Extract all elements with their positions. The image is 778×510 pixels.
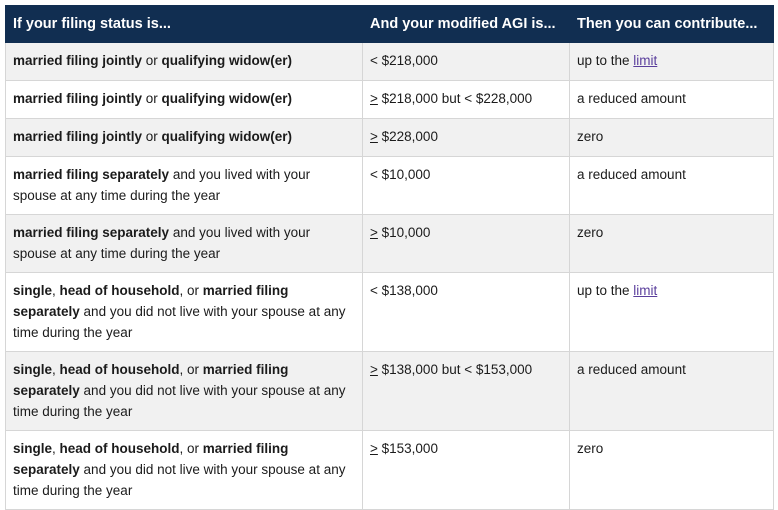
contribution-cell: [570, 157, 774, 215]
roth-ira-limits-table-wrapper: [5, 5, 773, 510]
cell-text: < $10,000: [370, 167, 431, 182]
modified-agi-cell: [363, 431, 570, 510]
table-row: [6, 157, 774, 215]
contribution-cell: [570, 431, 774, 510]
filing-status-term: head of household: [59, 441, 180, 456]
cell-text: a reduced amount: [577, 362, 686, 377]
filing-status-term: head of household: [59, 283, 180, 298]
greater-or-equal-symbol: >: [370, 441, 378, 456]
cell-text: up to the: [577, 283, 634, 298]
cell-text: up to the: [577, 53, 634, 68]
cell-text: , or: [179, 441, 203, 456]
cell-text: or: [142, 53, 162, 68]
modified-agi-cell: [363, 119, 570, 157]
filing-status-cell: [6, 215, 363, 273]
cell-text: a reduced amount: [577, 91, 686, 106]
cell-text: zero: [577, 225, 604, 240]
contribution-cell: [570, 273, 774, 352]
modified-agi-cell: [363, 157, 570, 215]
limit-link[interactable]: limit: [633, 283, 658, 298]
cell-text: and you lived with your spouse at any time during the year: [13, 225, 311, 261]
cell-text: $10,000: [377, 225, 431, 240]
filing-status-term: single: [13, 283, 53, 298]
table-row: [6, 215, 774, 273]
cell-text: and you did not live with your spouse at any time during the year: [13, 304, 346, 340]
table-row: [6, 119, 774, 157]
filing-status-cell: [6, 81, 363, 119]
limit-link[interactable]: limit: [633, 53, 658, 68]
filing-status-cell: [6, 273, 363, 352]
greater-or-equal-symbol: >: [370, 129, 378, 144]
cell-text: $153,000: [377, 441, 438, 456]
table-row: [6, 352, 774, 431]
filing-status-cell: [6, 157, 363, 215]
greater-or-equal-symbol: >: [370, 362, 378, 377]
header-modified-agi: And your modified AGI is...: [363, 6, 570, 43]
filing-status-cell: [6, 43, 363, 81]
modified-agi-cell: [363, 81, 570, 119]
cell-text: zero: [577, 441, 604, 456]
contribution-cell: [570, 352, 774, 431]
cell-text: ,: [52, 283, 60, 298]
filing-status-term: married filing separately: [13, 167, 170, 182]
modified-agi-cell: [363, 43, 570, 81]
table-row: [6, 431, 774, 510]
cell-text: < $218,000: [370, 53, 438, 68]
modified-agi-cell: [363, 273, 570, 352]
filing-status-term: married filing jointly: [13, 129, 143, 144]
filing-status-term: qualifying widow(er): [161, 53, 293, 68]
table-row: [6, 43, 774, 81]
cell-text: a reduced amount: [577, 167, 686, 182]
table-header-row: [6, 6, 774, 43]
header-filing-status: If your filing status is...: [6, 6, 363, 43]
greater-or-equal-symbol: >: [370, 91, 378, 106]
cell-text: and you did not live with your spouse at any time during the year: [13, 462, 346, 498]
cell-text: and you lived with your spouse at any time during the year: [13, 167, 311, 203]
cell-text: $138,000 but < $153,000: [377, 362, 533, 377]
filing-status-term: single: [13, 441, 53, 456]
cell-text: , or: [179, 362, 203, 377]
filing-status-term: single: [13, 362, 53, 377]
filing-status-cell: [6, 119, 363, 157]
filing-status-term: married filing separately: [13, 362, 289, 398]
modified-agi-cell: [363, 215, 570, 273]
contribution-cell: [570, 81, 774, 119]
cell-text: $228,000: [377, 129, 438, 144]
modified-agi-cell: [363, 352, 570, 431]
cell-text: or: [142, 91, 162, 106]
filing-status-cell: [6, 352, 363, 431]
cell-text: $218,000 but < $228,000: [377, 91, 533, 106]
table-row: [6, 273, 774, 352]
table-row: [6, 81, 774, 119]
filing-status-term: married filing separately: [13, 283, 289, 319]
filing-status-term: married filing separately: [13, 225, 170, 240]
filing-status-cell: [6, 431, 363, 510]
greater-or-equal-symbol: >: [370, 225, 378, 240]
cell-text: , or: [179, 283, 203, 298]
filing-status-term: head of household: [59, 362, 180, 377]
contribution-table: [5, 5, 774, 510]
cell-text: < $138,000: [370, 283, 438, 298]
contribution-cell: [570, 119, 774, 157]
filing-status-term: qualifying widow(er): [161, 91, 293, 106]
filing-status-term: married filing jointly: [13, 53, 143, 68]
cell-text: ,: [52, 441, 60, 456]
cell-text: ,: [52, 362, 60, 377]
filing-status-term: married filing jointly: [13, 91, 143, 106]
filing-status-term: married filing separately: [13, 441, 289, 477]
cell-text: zero: [577, 129, 604, 144]
header-contribution: Then you can contribute...: [570, 6, 774, 43]
contribution-cell: [570, 43, 774, 81]
cell-text: or: [142, 129, 162, 144]
cell-text: and you did not live with your spouse at any time during the year: [13, 383, 346, 419]
contribution-cell: [570, 215, 774, 273]
filing-status-term: qualifying widow(er): [161, 129, 293, 144]
